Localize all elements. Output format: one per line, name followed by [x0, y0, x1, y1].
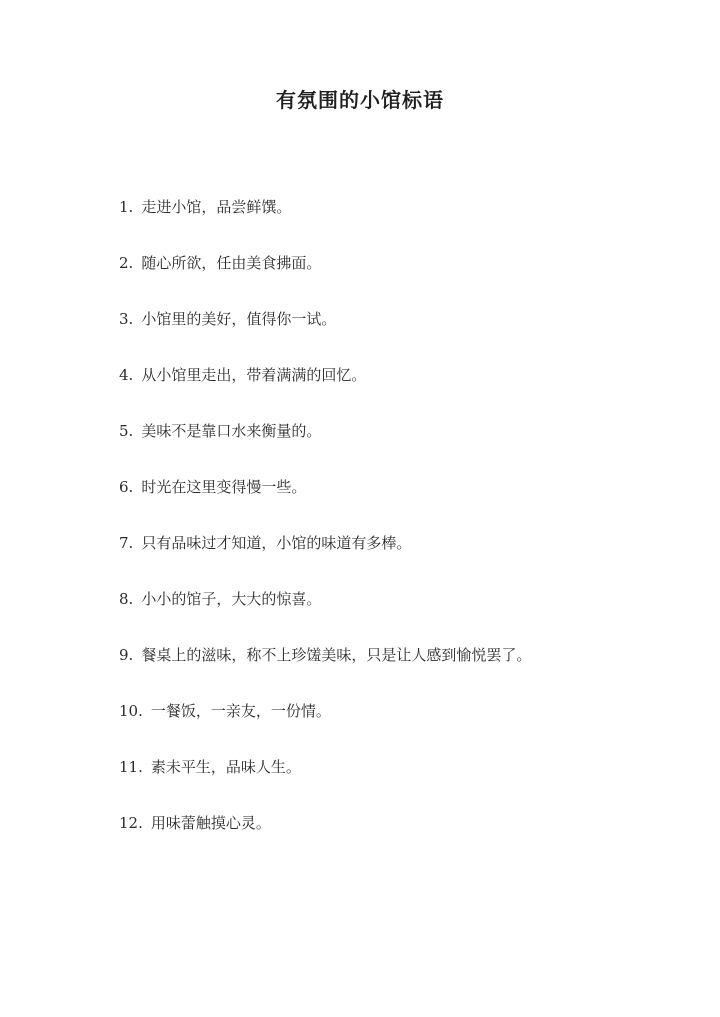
list-item: [119, 420, 679, 476]
item-text: 美味不是靠口水来衡量的。: [141, 422, 322, 440]
item-text: 小馆里的美好，值得你一试。: [141, 310, 337, 328]
item-number: 3.: [119, 310, 134, 328]
item-text: 走进小馆，品尝鲜馔。: [141, 198, 292, 216]
item-text: 小小的馆子，大大的惊喜。: [141, 590, 322, 608]
item-number: 9.: [119, 646, 134, 664]
item-number: 11.: [119, 758, 143, 776]
list-item: [119, 588, 679, 644]
list-item: [119, 756, 679, 812]
item-number: 6.: [119, 478, 134, 496]
item-text: 一餐饭，一亲友，一份情。: [150, 702, 331, 720]
page-title: 有氛围的小馆标语: [276, 88, 444, 112]
item-number: 7.: [119, 534, 134, 552]
item-number: 10.: [119, 702, 143, 720]
item-number: 5.: [119, 422, 134, 440]
item-text: 随心所欲，任由美食拂面。: [141, 254, 322, 272]
item-number: 2.: [119, 254, 134, 272]
item-text: 餐桌上的滋味，称不上珍馐美味，只是让人感到愉悦罢了。: [141, 646, 532, 664]
list-item: [119, 532, 679, 588]
item-text: 从小馆里走出，带着满满的回忆。: [141, 366, 367, 384]
item-number: 8.: [119, 590, 134, 608]
list-item: [119, 644, 679, 700]
list-item: [119, 700, 679, 756]
item-number: 12.: [119, 814, 143, 832]
list-item: [119, 252, 679, 308]
list-item: [119, 196, 679, 252]
list-item: [119, 308, 679, 364]
list-item: [119, 812, 679, 868]
item-text: 时光在这里变得慢一些。: [141, 478, 307, 496]
item-text: 用味蕾触摸心灵。: [150, 814, 271, 832]
item-text: 素未平生，品味人生。: [150, 758, 301, 776]
item-number: 4.: [119, 366, 134, 384]
list-item: [119, 364, 679, 420]
slogan-list: [119, 196, 679, 868]
list-item: [119, 476, 679, 532]
item-text: 只有品味过才知道，小馆的味道有多棒。: [141, 534, 412, 552]
item-number: 1.: [119, 198, 134, 216]
